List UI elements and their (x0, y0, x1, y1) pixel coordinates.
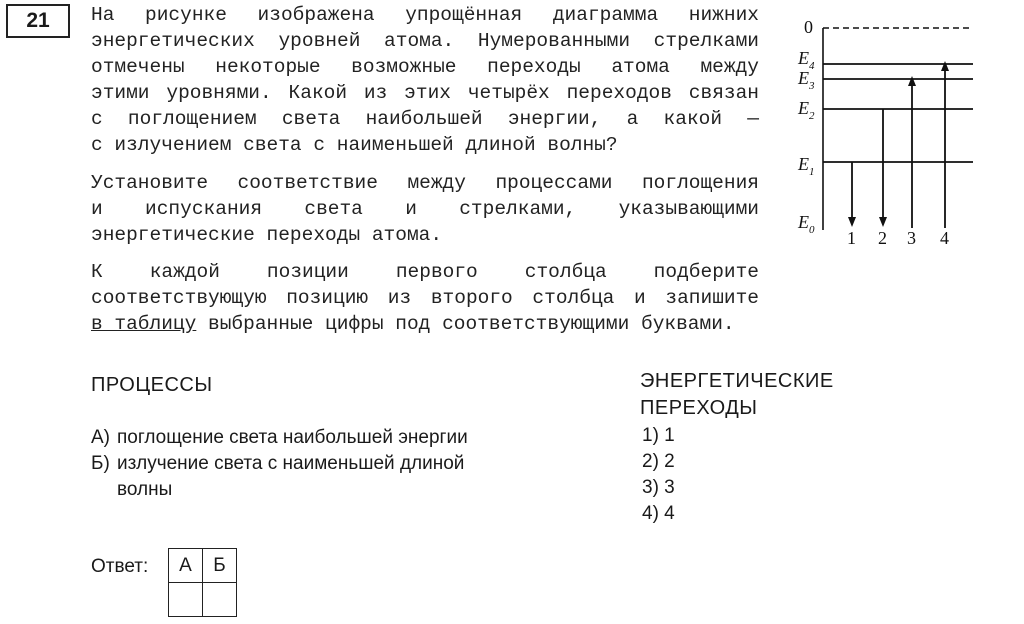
intro-line: с излучением света с наименьшей длиной волны? (91, 134, 618, 156)
answer-table (168, 548, 237, 617)
instruction-paragraph (91, 259, 759, 337)
arrow-label-4: 4 (940, 228, 949, 248)
transition-option-1: 1) 1 (642, 425, 675, 446)
level-symbol: E (798, 48, 809, 68)
processes-header: ПРОЦЕССЫ (91, 374, 213, 396)
match-line: Установите соответствие между процессами поглощения (91, 172, 759, 194)
zero-level-label: 0 (804, 17, 813, 37)
process-item-b-continuation: волны (117, 479, 173, 500)
answer-column-b-header: Б (203, 549, 237, 583)
transition-option-2: 2) 2 (642, 451, 675, 472)
intro-line: энергетических уровней атома. Нумерованными стрелками (91, 30, 759, 52)
arrow-label-3: 3 (907, 228, 916, 248)
arrow-label-1: 1 (847, 228, 856, 248)
instruction-line (91, 311, 759, 337)
process-item-label: А) (91, 427, 110, 448)
match-line: энергетические переходы атома. (91, 224, 443, 246)
transition-option-4: 4) 4 (642, 503, 675, 524)
level-e0-label (797, 212, 815, 236)
table-reference: в таблицу (91, 313, 197, 335)
level-subscript: 2 (809, 110, 815, 122)
match-paragraph (91, 170, 759, 248)
answer-label: Ответ: (91, 556, 149, 577)
process-item-text: излучение света с наименьшей длиной (117, 453, 465, 474)
level-symbol: E (798, 154, 809, 174)
instruction-line: К каждой позиции первого столбца подберите (91, 261, 759, 283)
instruction-line: соответствующую позицию из второго столбца и запишите (91, 287, 759, 309)
intro-paragraph (91, 2, 759, 158)
transitions-header-line-2: ПЕРЕХОДЫ (640, 397, 758, 419)
answer-cell-b[interactable] (203, 583, 237, 617)
level-symbol: E (798, 68, 809, 88)
transition-option-3: 3) 3 (642, 477, 675, 498)
level-e2-label (797, 98, 815, 122)
process-item-label: Б) (91, 453, 110, 474)
intro-line: этими уровнями. Какой из этих четырёх переходов связан (91, 82, 759, 104)
task-number: 21 (6, 4, 70, 38)
instruction-line-rest: выбранные цифры под соответствующими буквами. (196, 313, 735, 335)
answer-cell-a[interactable] (169, 583, 203, 617)
level-subscript: 0 (809, 224, 815, 236)
arrow-label-2: 2 (878, 228, 887, 248)
transitions-header-line-1: ЭНЕРГЕТИЧЕСКИЕ (640, 370, 834, 392)
level-symbol: E (798, 212, 809, 232)
intro-line: с поглощением света наибольшей энергии, а какой — (91, 108, 759, 130)
energy-level-diagram (790, 8, 990, 248)
level-subscript: 4 (809, 60, 815, 72)
intro-line: отмечены некоторые возможные переходы атома между (91, 56, 759, 78)
match-line: и испускания света и стрелками, указывающими (91, 198, 759, 220)
level-e1-label (797, 154, 815, 178)
process-item-a (91, 425, 468, 451)
process-item-text: поглощение света наибольшей энергии (117, 427, 468, 448)
intro-line: На рисунке изображена упрощённая диаграмма нижних (91, 4, 759, 26)
process-item-b (91, 451, 464, 477)
level-subscript: 3 (809, 80, 815, 92)
level-subscript: 1 (809, 166, 815, 178)
answer-column-a-header: А (169, 549, 203, 583)
level-symbol: E (798, 98, 809, 118)
